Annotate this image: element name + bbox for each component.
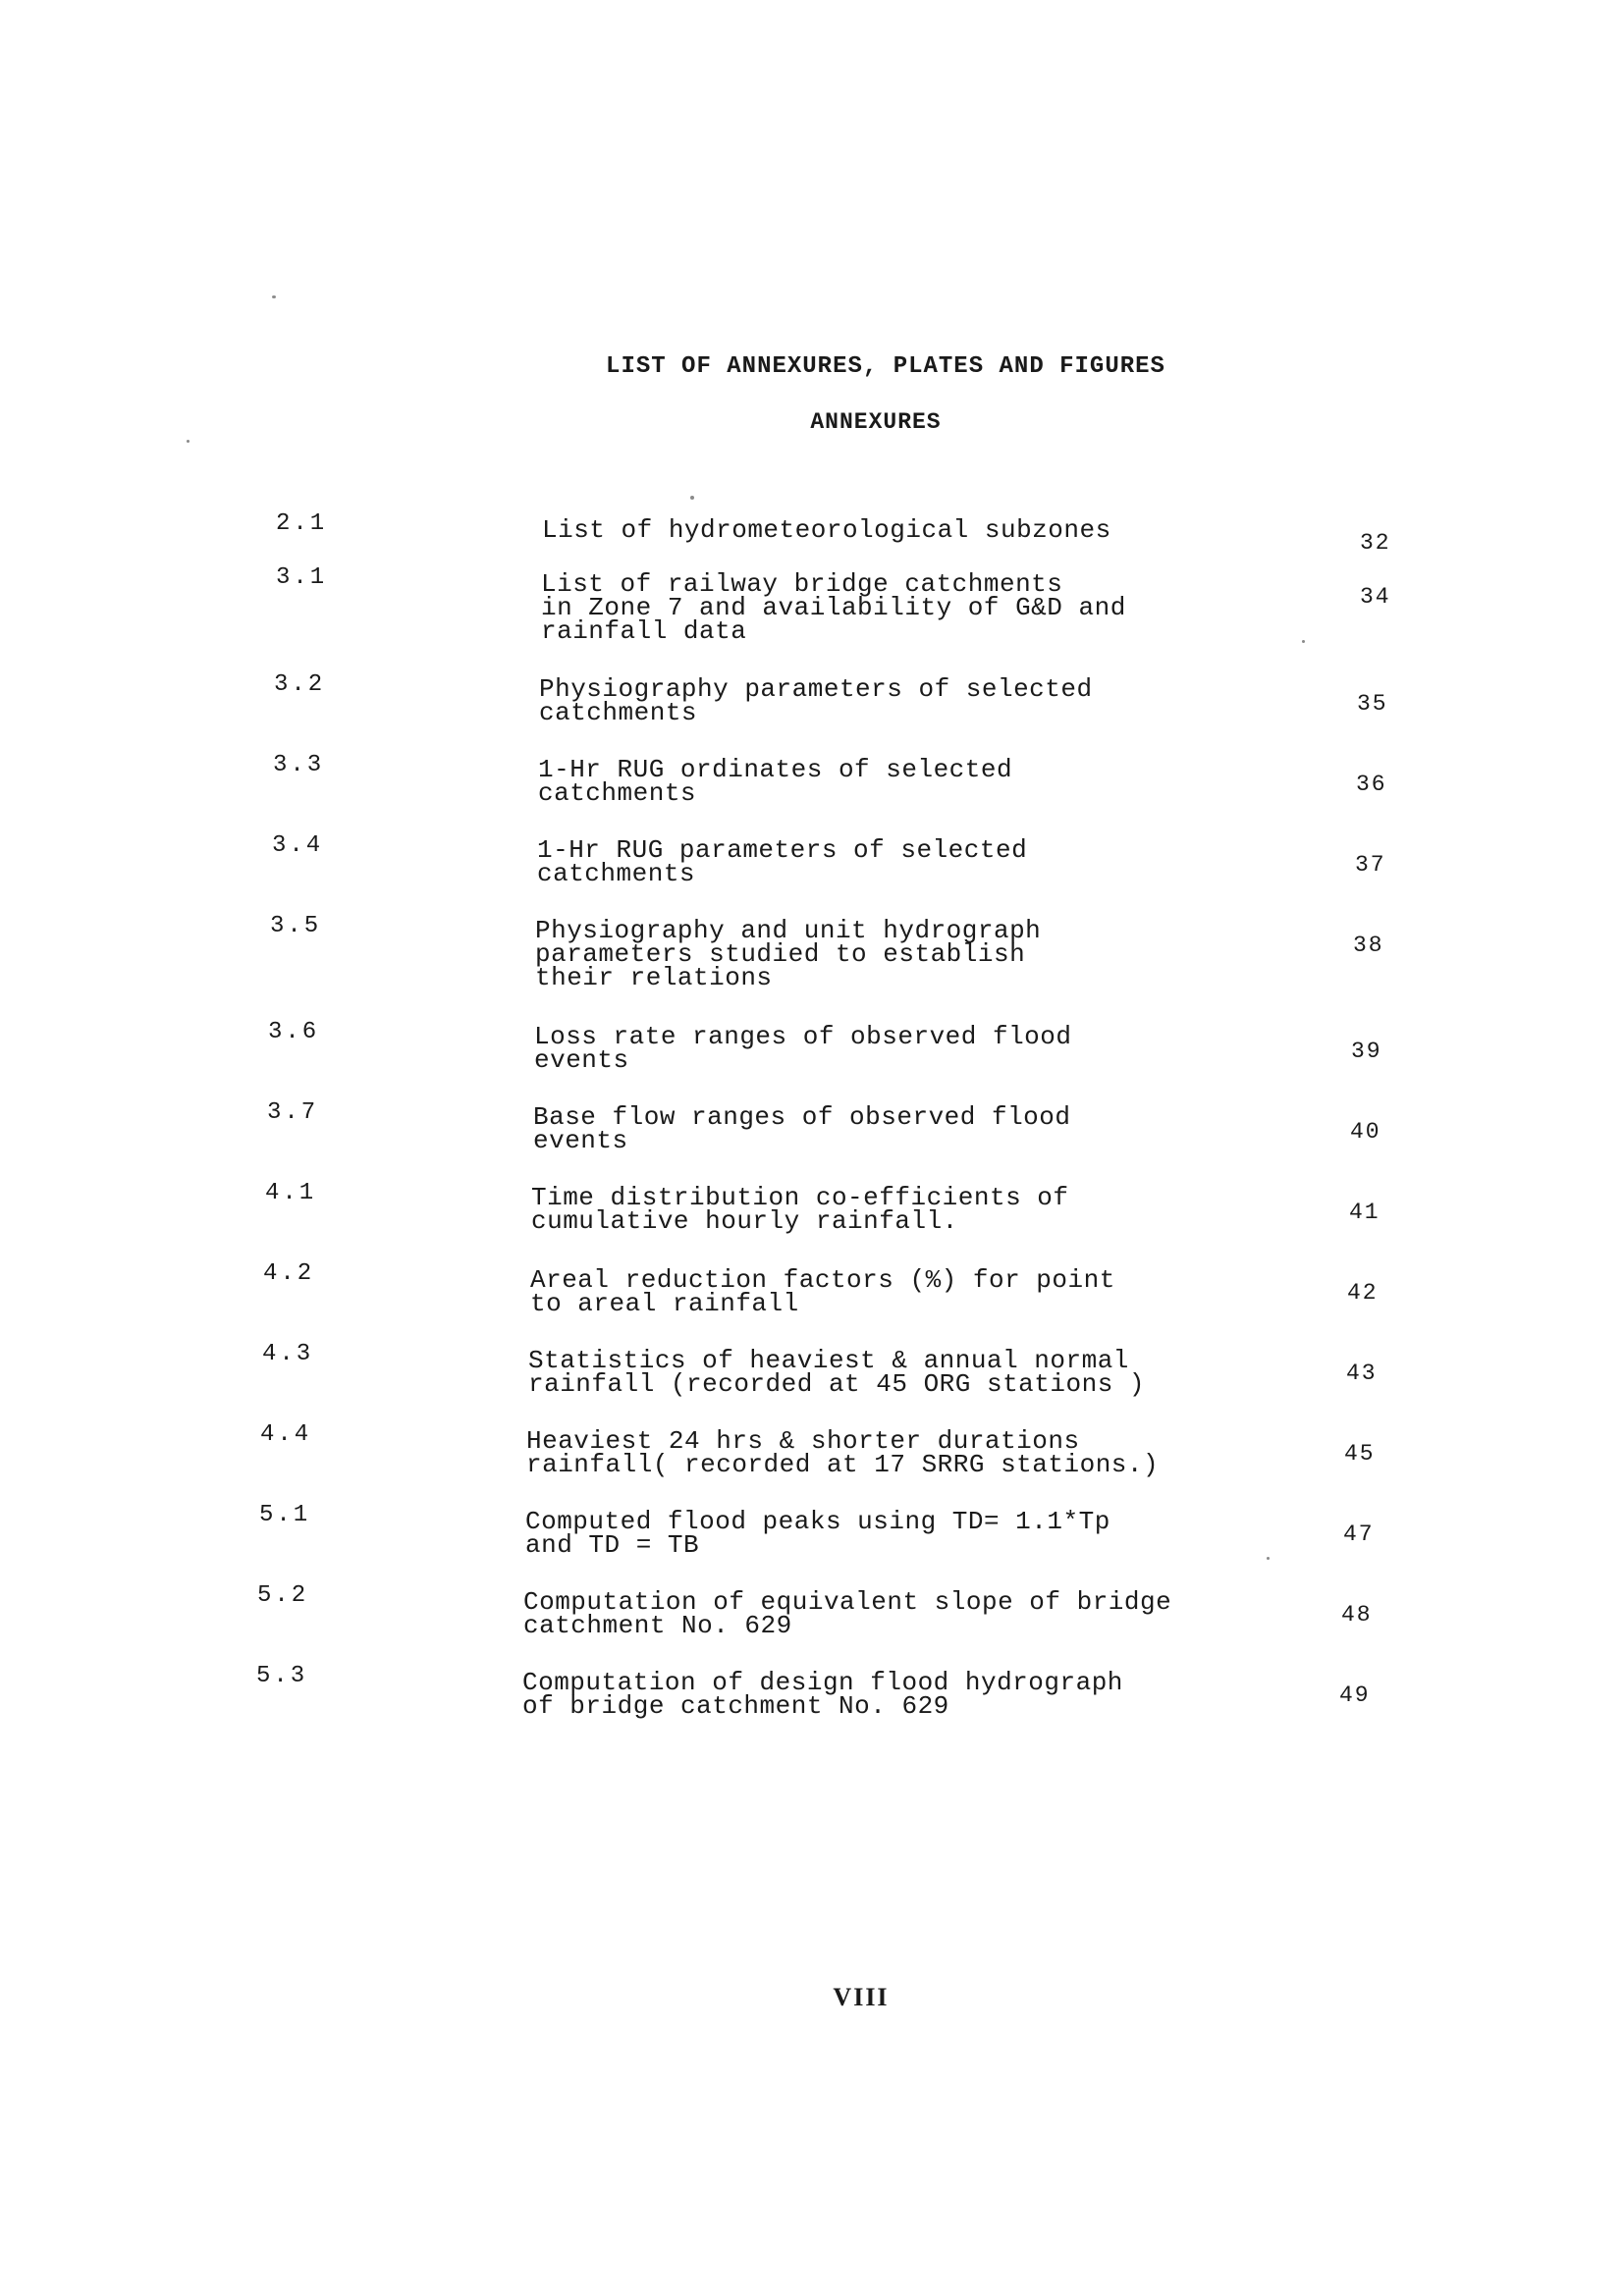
annexure-page-number: 36 <box>1356 772 1387 797</box>
annexure-description: Computation of design flood hydrograph of bridge catchment No. 629 <box>522 1668 1123 1721</box>
annexure-description: Time distribution co-efficients of cumulative hourly rainfall. <box>531 1183 1069 1236</box>
annexure-number: 5.3 <box>256 1663 308 1689</box>
annexure-page-number: 49 <box>1339 1682 1371 1708</box>
annexure-page-number: 35 <box>1357 691 1388 717</box>
annexure-description: Physiography and unit hydrograph parameters studied to establish their relations <box>535 916 1042 992</box>
annexure-row <box>0 1099 1624 1168</box>
annexure-page-number: 38 <box>1353 933 1384 958</box>
annexure-page-number: 41 <box>1349 1200 1380 1225</box>
annexure-number: 4.1 <box>265 1180 317 1206</box>
annexure-description: Base flow ranges of observed flood events <box>533 1102 1071 1155</box>
annexure-row <box>0 671 1624 740</box>
annexure-row <box>0 832 1624 901</box>
annexure-number: 4.2 <box>263 1260 315 1287</box>
annexure-number: 3.7 <box>267 1099 319 1126</box>
annexure-page-number: 34 <box>1360 584 1391 610</box>
annexure-page-number: 45 <box>1344 1441 1376 1467</box>
annexure-number: 3.1 <box>276 564 328 591</box>
section-heading: ANNEXURES <box>810 409 942 435</box>
annexure-description: 1-Hr RUG parameters of selected catchments <box>537 835 1028 888</box>
annexure-page-number: 42 <box>1347 1280 1379 1306</box>
annexure-description: Areal reduction factors (%) for point to areal rainfall <box>530 1265 1115 1318</box>
annexure-page-number: 39 <box>1351 1039 1382 1064</box>
annexure-row <box>0 1582 1624 1651</box>
scan-speck <box>690 496 694 500</box>
annexure-description: Statistics of heaviest & annual normal rainfall (recorded at 45 ORG stations ) <box>528 1346 1145 1399</box>
annexure-number: 5.2 <box>257 1582 309 1609</box>
annexure-page-number: 37 <box>1355 852 1386 878</box>
scan-speck <box>187 440 189 443</box>
annexure-page-number: 47 <box>1343 1522 1375 1547</box>
annexure-row <box>0 1341 1624 1410</box>
annexure-description: Heaviest 24 hrs & shorter durations rainfall( recorded at 17 SRRG stations.) <box>526 1426 1160 1479</box>
annexure-description: List of railway bridge catchments in Zone 7 and availability of G&D and rainfall data <box>541 569 1126 646</box>
annexure-number: 5.1 <box>259 1502 311 1528</box>
annexure-row <box>0 1421 1624 1490</box>
annexure-number: 3.5 <box>270 913 322 939</box>
annexure-page-number: 43 <box>1346 1361 1378 1386</box>
annexure-row <box>0 1260 1624 1329</box>
annexure-number: 3.3 <box>273 752 325 778</box>
annexure-number: 3.2 <box>274 671 326 698</box>
annexure-row <box>0 913 1624 992</box>
annexure-row <box>0 1019 1624 1088</box>
annexure-description: Physiography parameters of selected catchments <box>539 674 1093 727</box>
annexure-number: 4.3 <box>262 1341 314 1367</box>
annexure-description: Loss rate ranges of observed flood events <box>534 1022 1072 1075</box>
annexure-row <box>0 564 1624 646</box>
scan-speck <box>272 295 276 298</box>
annexure-number: 3.4 <box>272 832 324 859</box>
annexure-number: 3.6 <box>268 1019 320 1045</box>
annexure-page-number: 40 <box>1350 1119 1381 1145</box>
annexure-row <box>0 1502 1624 1571</box>
annexure-row <box>0 752 1624 821</box>
annexure-description: 1-Hr RUG ordinates of selected catchments <box>538 755 1013 808</box>
annexure-row <box>0 1663 1624 1732</box>
annexure-description: Computation of equivalent slope of bridge catchment No. 629 <box>523 1587 1172 1640</box>
annexure-page-number: 48 <box>1341 1602 1373 1628</box>
annexure-number: 2.1 <box>276 510 328 537</box>
annexure-number: 4.4 <box>260 1421 312 1448</box>
document-title: LIST OF ANNEXURES, PLATES AND FIGURES <box>606 353 1165 380</box>
page-number-footer: VIII <box>833 1983 890 2011</box>
annexure-description: Computed flood peaks using TD= 1.1*Tp and TD = TB <box>525 1507 1110 1560</box>
annexure-row <box>0 1180 1624 1249</box>
annexure-page-number: 32 <box>1360 530 1391 556</box>
annexure-description: List of hydrometeorological subzones <box>542 515 1111 545</box>
